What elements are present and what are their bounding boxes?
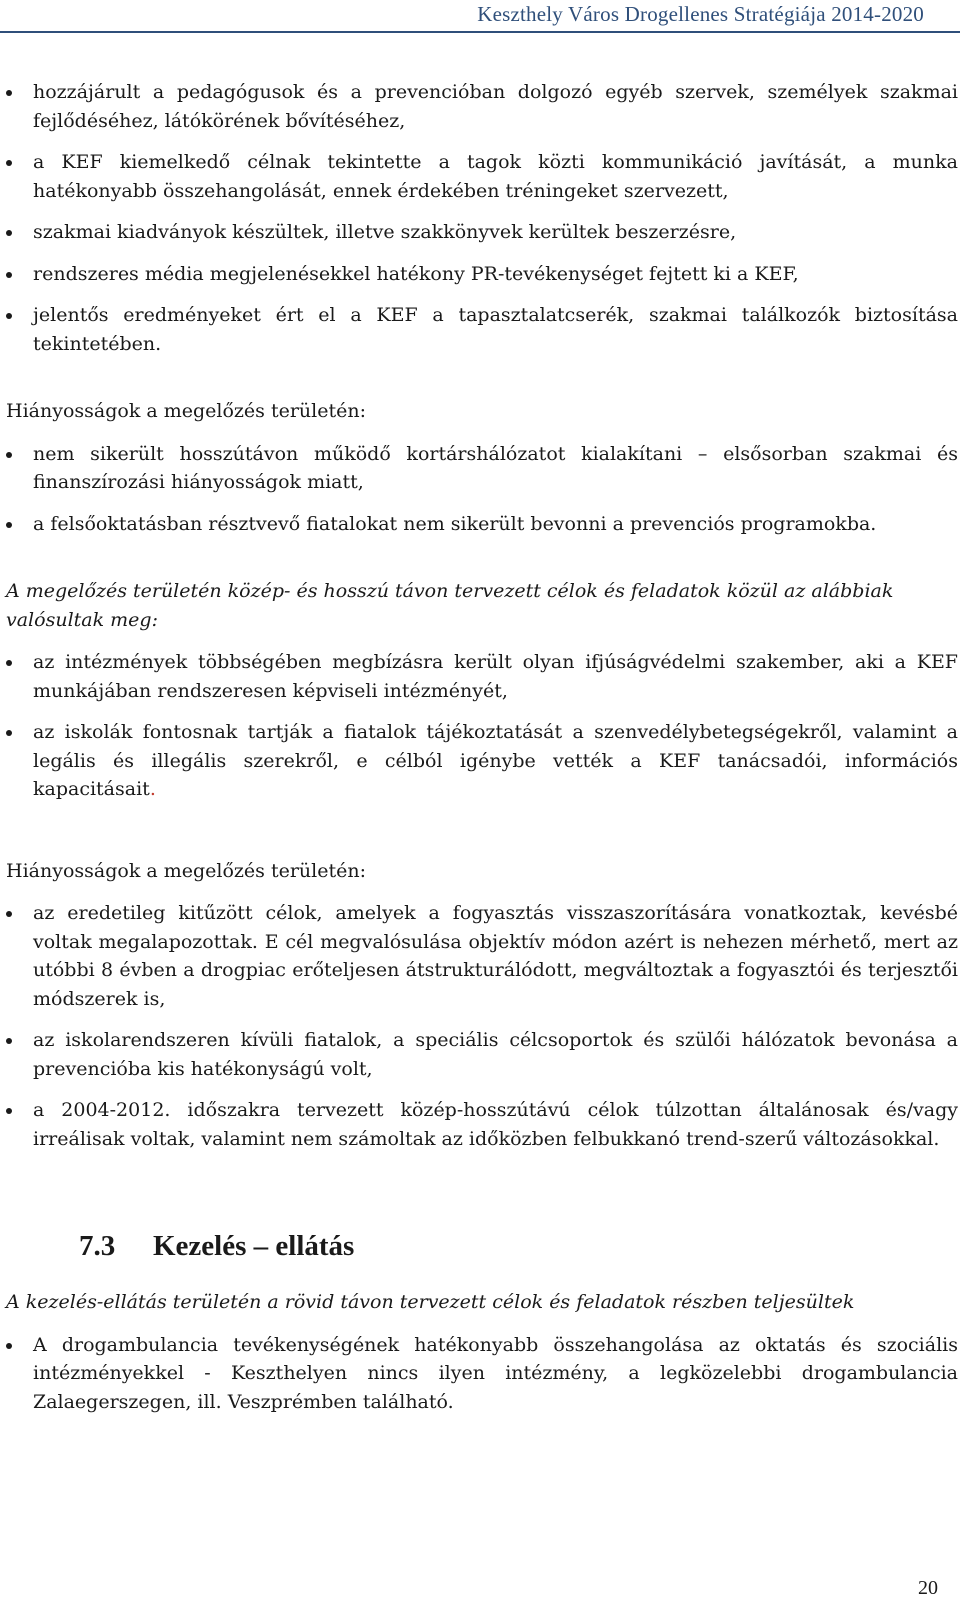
page-header — [0, 0, 960, 36]
italic-intro: A megelőzés területén közép- és hosszú távon tervezett célok és feladatok közül az alábbiak valósultak meg: — [6, 580, 894, 631]
section-italic-intro: A kezelés-ellátás területén a rövid távon tervezett célok és feladatok részben teljesültek — [6, 1291, 855, 1313]
bullet-icon — [6, 522, 12, 528]
list-item: az eredetileg kitűzött célok, amelyek a fogyasztás visszaszorítására vonatkoztak, kevésbé voltak megalapozottak. E cél megvalósulása objektív módon azért is nehezen mérhető, mert az utóbbi 8 évben a drogpiac erőteljesen átstrukturálódott, megváltoztak a fogyasztói és terjesztői módszerek is, — [6, 899, 958, 1013]
bullet-icon — [6, 230, 12, 236]
bullet-icon — [6, 1038, 12, 1044]
list-item: a 2004-2012. időszakra tervezett közép-hosszútávú célok túlzottan általánosak és/vagy irreálisak voltak, valamint nem számoltak az időközben felbukkanó trend-szerű változásokkal. — [6, 1096, 958, 1153]
list-item: a felsőoktatásban résztvevő fiatalokat nem sikerült bevonni a prevenciós programokba. — [6, 510, 958, 539]
section-title: Kezelés – ellátás — [153, 1230, 355, 1262]
bullet-icon — [6, 1108, 12, 1114]
page-content — [6, 78, 958, 1429]
list-item: az iskolarendszeren kívüli fiatalok, a speciális célcsoportok és szülői hálózatok bevonása a prevencióba kis hatékonyságú volt, — [6, 1026, 958, 1083]
bullet-icon — [6, 1343, 12, 1349]
shortcomings-list — [6, 440, 958, 539]
section-number: 7.3 — [79, 1230, 116, 1262]
shortcomings-heading-2: Hiányosságok a megelőzés területén: — [6, 859, 366, 882]
page-number: 20 — [918, 1577, 938, 1599]
bullet-icon — [6, 90, 12, 96]
list-item: nem sikerült hosszútávon működő kortárshálózatot kialakítani – elsősorban szakmai és finanszírozási hiányosságok miatt, — [6, 440, 958, 497]
bullet-icon — [6, 160, 12, 166]
list-item: az intézmények többségében megbízásra került olyan ifjúságvédelmi szakember, aki a KEF munkájában rendszeresen képviseli intézményét, — [6, 648, 958, 705]
document-title: Keszthely Város Drogellenes Stratégiája 2014-2020 — [477, 2, 924, 26]
bullet-icon — [6, 730, 12, 736]
bullet-icon — [6, 452, 12, 458]
spacer — [6, 817, 958, 857]
header-divider — [0, 31, 960, 33]
list-item: jelentős eredményeket ért el a KEF a tapasztalatcserék, szakmai találkozók biztosítása tekintetében. — [6, 301, 958, 358]
treatment-list — [6, 1331, 958, 1417]
spacer — [6, 551, 958, 577]
bullet-icon — [6, 660, 12, 666]
list-item: szakmai kiadványok készültek, illetve szakkönyvek kerültek beszerzésre, — [6, 218, 958, 247]
shortcomings-heading: Hiányosságok a megelőzés területén: — [6, 400, 366, 422]
realized-goals-list — [6, 648, 958, 804]
list-item: A drogambulancia tevékenységének hatékonyabb összehangolása az oktatás és szociális intézményekkel - Keszthelyen nincs ilyen intézmény, a legközelebbi drogambulancia Zalaegerszegen, ill. Veszprémben található. — [6, 1331, 958, 1417]
achievements-list — [6, 78, 958, 358]
spacer — [6, 1166, 958, 1228]
list-item: hozzájárult a pedagógusok és a prevencióban dolgozó egyéb szervek, személyek szakmai fejlődéséhez, látókörének bővítéséhez, — [6, 78, 958, 135]
bullet-icon — [6, 313, 12, 319]
red-period: . — [149, 778, 156, 800]
list-item: a KEF kiemelkedő célnak tekintette a tagok közti kommunikáció javítását, a munka hatékonyabb összehangolását, ennek érdekében tréningeket szervezett, — [6, 148, 958, 205]
section-heading — [79, 1228, 958, 1264]
list-item: az iskolák fontosnak tartják a fiatalok tájékoztatását a szenvedélybetegségekről, valamint a legális és illegális szerekről, e célból igénybe vették a KEF tanácsadói, információs kapacitásait. — [6, 718, 958, 804]
spacer — [6, 371, 958, 397]
bullet-icon — [6, 911, 12, 917]
shortcomings-list-2 — [6, 899, 958, 1153]
bullet-icon — [6, 272, 12, 278]
list-item: rendszeres média megjelenésekkel hatékony PR-tevékenységet fejtett ki a KEF, — [6, 260, 958, 289]
